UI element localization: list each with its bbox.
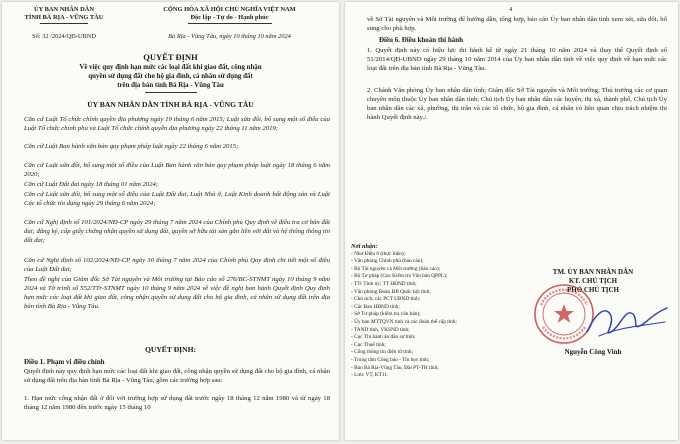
recipient-item: - Báo Bà Rịa-Vũng Tàu, Đài PT-TH tỉnh; <box>351 364 439 371</box>
legal-basis-8: Theo đề nghị của Giám đốc Sở Tài nguyên và Môi trường tại Báo cáo số 276/BC-STNMT ngày 10 tháng 9 năm 2024 và Tờ trình số 552/TTr-STNMT ngày 10 tháng 9 năm 2024 về việc đề nghị ban hành Quyết định Quy định hạn mức các loại đất khi giao đất, công nhận quyền sử dụng đất cho hộ gia đình, cá nhân sử dụng đất trên địa bàn tỉnh Bà Rịa - Vũng Tàu. <box>24 276 330 310</box>
signer-name: Nguyễn Công Vinh <box>564 348 622 356</box>
doc-type-title: QUYẾT ĐỊNH <box>143 52 198 62</box>
recipient-item: - Ủy ban MTTQVN tỉnh và các đoàn thể cấp tỉnh; <box>351 318 457 325</box>
recipient-item: - Văn phòng Đoàn ĐB Quốc hội tỉnh; <box>351 288 431 295</box>
decides-heading: QUYẾT ĐỊNH: <box>144 345 197 354</box>
subject-line-3: trên địa bàn tỉnh Bà Rịa - Vũng Tàu <box>117 81 224 89</box>
recipient-item: - Sở Tư pháp (kiểm tra văn bản); <box>351 311 421 318</box>
document-number: Số: 32 /2024/QĐ-UBND <box>32 33 96 40</box>
recipient-item: - Như Điều 6 (thực hiện); <box>351 250 406 257</box>
decision-page-1 <box>2 2 339 440</box>
issuer-title: ỦY BAN NHÂN DÂN TỈNH BÀ RỊA - VŨNG TÀU <box>87 100 254 109</box>
subject-line-1: Về việc quy định hạn mức các loại đất khi giao đất, công nhận <box>79 64 262 71</box>
sig-title-committee: TM. ỦY BAN NHÂN DÂN <box>552 268 634 276</box>
recipients-list <box>351 243 501 380</box>
recipient-item: - Cục Thuế tỉnh; <box>351 341 386 348</box>
place-date: Bà Rịa - Vũng Tàu, ngày 10 tháng 10 năm 2024 <box>168 33 291 40</box>
article-6-clause-1: 1. Quyết định này có hiệu lực thi hành kể từ ngày 21 tháng 10 năm 2024 và thay thế Quyết định số 51/2014/QĐ-UBND ngày 29 tháng 10 năm 2014 của Ủy ban nhân dân tỉnh về việc quy định về hạn mức các loại đất trên địa bàn tỉnh Bà Rịa - Vũng Tàu. <box>367 47 667 72</box>
handwritten-signature-icon <box>581 298 673 344</box>
recipient-item: - Chủ tịch, các PCT UBND tỉnh; <box>351 296 421 303</box>
subject-line-2: quyền sử dụng đất cho hộ gia đình, cá nhân sử dụng đất <box>88 72 253 80</box>
recipient-item: - TAND tỉnh, VKSND tỉnh; <box>351 326 410 333</box>
legal-basis-4: Căn cứ Luật Đất đai ngày 18 tháng 01 năm 2024; <box>24 181 159 188</box>
recipients-title: Nơi nhận: <box>351 243 378 250</box>
legal-basis-5: Căn cứ Luật sửa đổi, bổ sung một số điều của Luật Đất đai, Luật Nhà ở, Luật Kinh doanh bất động sản và Luật Các tổ chức tín dụng ngày 29 tháng 6 năm 2024; <box>24 191 330 207</box>
legal-basis-7: Căn cứ Nghị định số 102/2024/NĐ-CP ngày 30 tháng 7 năm 2024 của Chính phủ Quy định chi tiết một số điều của Luật Đất đai; <box>24 257 330 273</box>
legal-basis-3: Căn cứ Luật sửa đổi, bổ sung một số điều của Luật Ban hành văn bản quy phạm pháp luật ngày 18 tháng 6 năm 2020; <box>24 162 330 178</box>
subject-rule <box>145 92 197 93</box>
agency-name: ỦY BAN NHÂN DÂN <box>34 6 94 13</box>
article-6-title: Điều 6. Điều khoản thi hành <box>379 36 464 44</box>
legal-basis-6: Căn cứ Nghị định số 101/2024/NĐ-CP ngày 29 tháng 7 năm 2024 của Chính phủ Quy định về điều tra cơ bản đất đai; đăng ký, cấp giấy chứng nhận quyền sử dụng đất, quyền sở hữu tài sản gắn liền với đất và hệ thống thông tin đất đai; <box>24 219 330 244</box>
recipient-item: - Cổng thông tin điện tử tỉnh; <box>351 349 414 356</box>
sig-title-chairman: KT. CHỦ TỊCH <box>568 277 618 285</box>
recipient-item: - Các Ban HĐND tỉnh; <box>351 303 400 310</box>
article-6-clause-2: 2. Chánh Văn phòng Ủy ban nhân dân tỉnh; Giám đốc Sở Tài nguyên và Môi trường; Thủ trưởng các cơ quan chuyên môn thuộc Ủy ban nhân dân tỉnh; Chủ tịch Ủy ban nhân dân các huyện, thị xã, thành phố, Chủ tịch Ủy ban nhân dân các xã, phường, thị trấn và các tổ chức, hộ gia đình, cá nhân có liên quan chịu trách nhiệm thi hành Quyết định này./. <box>367 87 667 121</box>
recipient-item: - Bộ Tư pháp (Cục Kiểm tra Văn bản QPPL); <box>351 273 448 280</box>
header-rule <box>40 23 88 24</box>
decision-subject <box>2 64 339 90</box>
motto-rule <box>188 23 272 24</box>
recipient-item: - Trung tâm Công báo - Tin học tỉnh; <box>351 356 430 363</box>
agency-province: TỈNH BÀ RỊA - VŨNG TÀU <box>24 14 104 21</box>
article-1-body: Quyết định này quy định hạn mức các loại đất khi giao đất, công nhận quyền sử dụng đất cho hộ gia đình, cá nhân sử dụng đất trên địa bàn tỉnh Bà Rịa - Vũng Tàu, gồm các trường hợp sau: <box>24 368 330 384</box>
recipient-item: - Lưu: VT, KT11. <box>351 372 389 379</box>
continuation-text: về Sở Tài nguyên và Môi trường để hướng dẫn, tổng hợp, báo cáo Ủy ban nhân dân tỉnh xem xét, sửa đổi, bổ sung cho phù hợp. <box>367 16 667 32</box>
legal-basis-2: Căn cứ Luật Ban hành văn bản quy phạm pháp luật ngày 22 tháng 6 năm 2015; <box>24 143 239 150</box>
article-1-title: Điều 1. Phạm vi điều chỉnh <box>24 358 105 366</box>
national-title: CỘNG HÒA XÃ HỘI CHỦ NGHĨA VIỆT NAM <box>163 6 296 13</box>
legal-basis-1: Căn cứ Luật Tổ chức chính quyền địa phương ngày 19 tháng 6 năm 2015; Luật sửa đổi, bổ sung một số điều của Luật Tổ chức chính phủ và Luật Tổ chức chính quyền địa phương ngày 22 tháng 11 năm 2019; <box>24 116 330 132</box>
article-1-item-1: 1. Hạn mức công nhận đất ở đối với trường hợp sử dụng đất trước ngày 18 tháng 12 năm 1980 và từ ngày 18 tháng 12 năm 1980 đến trước ngày 15 tháng 10 <box>24 395 330 411</box>
recipient-item: - Cục Thi hành án dân sự tỉnh; <box>351 334 416 341</box>
recipient-item: - Văn phòng Chính phủ (báo cáo); <box>351 258 424 265</box>
page-number: 4 <box>509 6 513 13</box>
national-motto: Độc lập - Tự do - Hạnh phúc <box>190 14 269 21</box>
decision-page-4 <box>345 2 678 440</box>
recipient-item: - Bộ Tài nguyên và Môi trường (báo cáo); <box>351 265 441 272</box>
sig-title-vice-chairman: PHÓ CHỦ TỊCH <box>567 286 619 294</box>
recipient-item: - TTr Tỉnh ủy; TT HĐND tỉnh; <box>351 280 417 287</box>
